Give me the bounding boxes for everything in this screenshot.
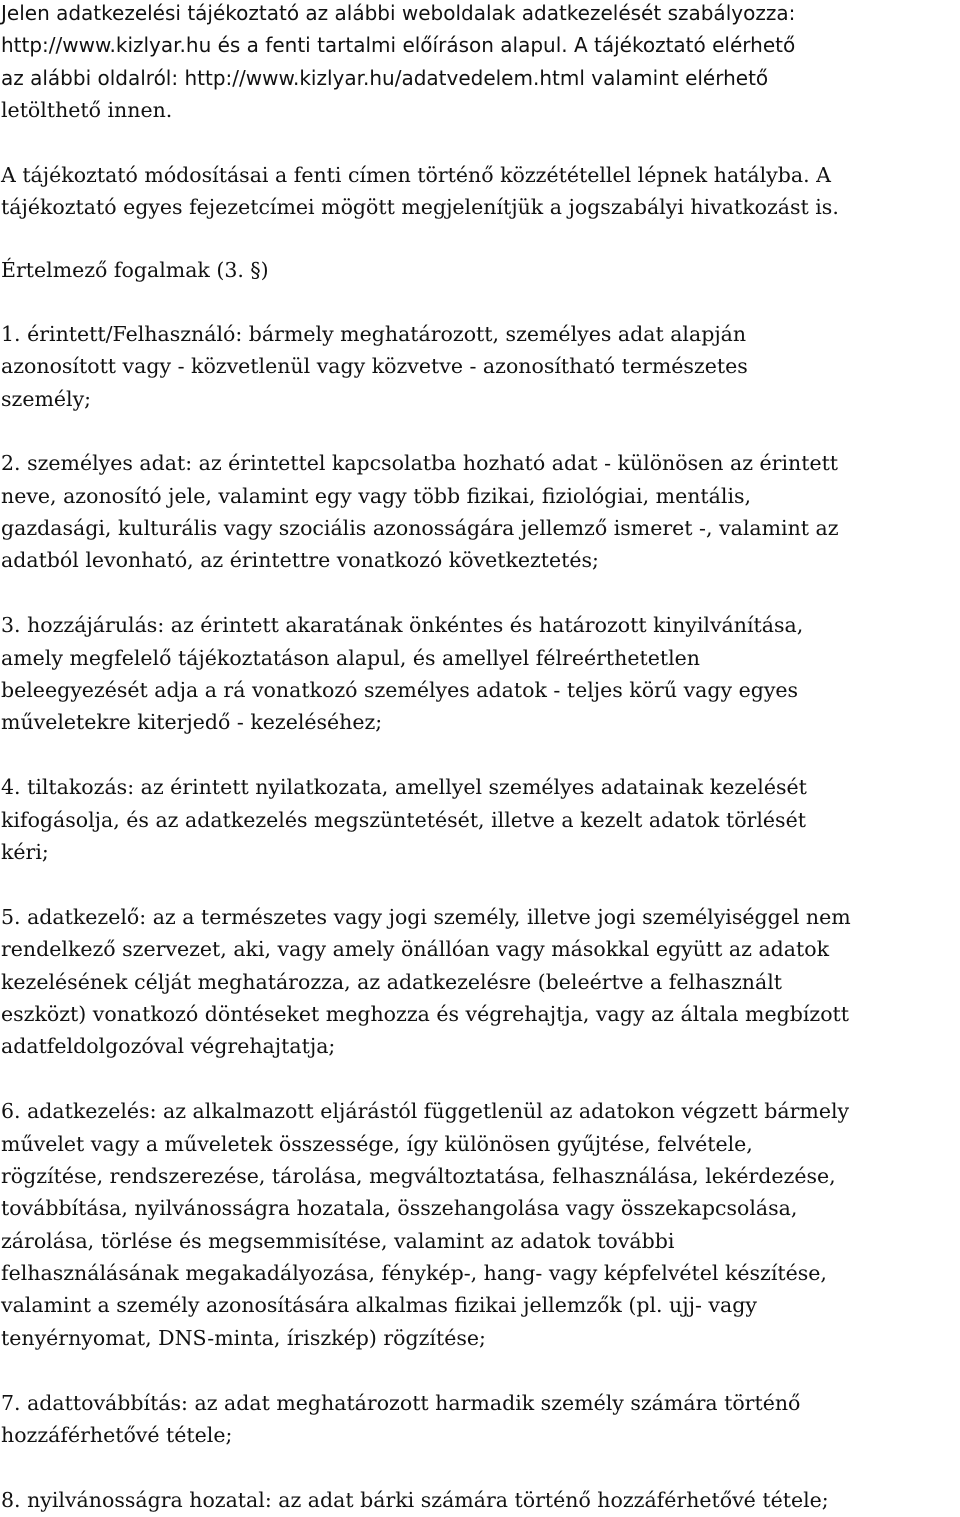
line-text: 2. személyes adat: az érintettel kapcsolatba hozható adat - különösen az érintett <box>1 451 839 476</box>
line-text: 5. adatkezelő: az a természetes vagy jogi személy, illetve jogi személyiséggel nem <box>1 904 851 929</box>
line-text: művelet vagy a műveletek összessége, így különösen gyűjtése, felvétele, <box>1 1131 753 1156</box>
paragraph-gap <box>1 1354 960 1386</box>
section-title <box>1 254 960 286</box>
definition-line <box>1 706 960 738</box>
definition-line <box>1 447 960 479</box>
line-text: adatból levonható, az érintettre vonatkozó következtetés; <box>1 548 599 573</box>
definition-line <box>1 933 960 965</box>
line-text: letölthető innen. <box>1 98 173 123</box>
definition-line <box>1 1030 960 1062</box>
line-text: eszközt) vonatkozó döntéseket meghozza és végrehajtja, vagy az általa megbízott <box>1 1001 850 1026</box>
definition-line <box>1 1095 960 1127</box>
line-text: továbbítása, nyilvánosságra hozatala, összehangolása vagy összekapcsolása, <box>1 1196 798 1221</box>
definition-line <box>1 383 960 415</box>
notice-line <box>1 159 960 191</box>
line-text: valamint a személy azonosítására alkalmas fizikai jellemzők (pl. ujj- vagy <box>1 1293 757 1318</box>
definition-line <box>1 1484 960 1516</box>
line-text: 8. nyilvánosságra hozatal: az adat bárki számára történő hozzáférhetővé tétele; <box>1 1487 829 1512</box>
definition-item <box>1 1095 960 1354</box>
line-text: neve, azonosító jele, valamint egy vagy több fizikai, fiziológiai, mentális, <box>1 483 752 508</box>
intro-paragraph <box>1 0 960 127</box>
line-text: 4. tiltakozás: az érintett nyilatkozata, amellyel személyes adatainak kezelését <box>1 775 807 800</box>
intro-line <box>1 0 960 29</box>
line-text: tenyérnyomat, DNS-minta, íriszkép) rögzítése; <box>1 1325 486 1350</box>
line-text: 6. adatkezelés: az alkalmazott eljárástól függetlenül az adatokon végzett bármely <box>1 1099 850 1124</box>
definition-item <box>1 1387 960 1452</box>
definition-line <box>1 318 960 350</box>
line-text: az alábbi oldalról: http://www.kizlyar.hu/adatvedelem.html valamint elérhető <box>1 65 769 90</box>
line-text: zárolása, törlése és megsemmisítése, valamint az adatok további <box>1 1228 675 1253</box>
paragraph-gap <box>1 415 960 447</box>
line-text: 1. érintett/Felhasználó: bármely meghatározott, személyes adat alapján <box>1 321 747 346</box>
definition-line <box>1 1160 960 1192</box>
line-text: hozzáférhetővé tétele; <box>1 1423 233 1448</box>
line-text: 3. hozzájárulás: az érintett akaratának önkéntes és határozott kinyilvánítása, <box>1 613 804 638</box>
line-text: azonosított vagy - közvetlenül vagy közvetve - azonosítható természetes <box>1 354 748 379</box>
definition-line <box>1 1257 960 1289</box>
definition-line <box>1 998 960 1030</box>
line-text: műveletekre kiterjedő - kezeléséhez; <box>1 710 383 735</box>
definition-item <box>1 447 960 577</box>
definition-line <box>1 771 960 803</box>
line-text: Értelmező fogalmak (3. §) <box>1 258 269 283</box>
intro-line <box>1 62 960 94</box>
paragraph-gap <box>1 223 960 254</box>
paragraph-gap <box>1 1451 960 1483</box>
definition-item <box>1 1484 960 1516</box>
line-text: gazdasági, kulturális vagy szociális azonosságára jellemző ismeret -, valamint az <box>1 516 839 541</box>
definition-line <box>1 966 960 998</box>
line-text: felhasználásának megakadályozása, fénykép-, hang- vagy képfelvétel készítése, <box>1 1261 827 1286</box>
definition-line <box>1 1419 960 1451</box>
definition-line <box>1 480 960 512</box>
definition-line <box>1 1128 960 1160</box>
line-text: beleegyezését adja a rá vonatkozó személyes adatok - teljes körű vagy egyes <box>1 678 799 703</box>
definition-line <box>1 642 960 674</box>
definition-line <box>1 901 960 933</box>
paragraph-gap <box>1 287 960 318</box>
definition-line <box>1 1192 960 1224</box>
intro-line <box>1 94 960 126</box>
notice-paragraph <box>1 159 960 224</box>
line-text: A tájékoztató módosításai a fenti címen történő közzététellel lépnek hatályba. A <box>1 162 831 187</box>
notice-line <box>1 191 960 223</box>
definition-line <box>1 836 960 868</box>
line-text: személy; <box>1 386 92 411</box>
line-text: tájékoztató egyes fejezetcímei mögött megjelenítjük a jogszabályi hivatkozást is. <box>1 194 839 219</box>
paragraph-gap <box>1 127 960 159</box>
line-text: kezelésének célját meghatározza, az adatkezelésre (beleértve a felhasznált <box>1 969 782 994</box>
line-text: kifogásolja, és az adatkezelés megszüntetését, illetve a kezelt adatok törlését <box>1 807 806 832</box>
section-heading <box>1 254 960 286</box>
line-text: kéri; <box>1 839 49 864</box>
definition-line <box>1 609 960 641</box>
paragraph-gap <box>1 1063 960 1095</box>
definition-line <box>1 804 960 836</box>
line-text: rendelkező szervezet, aki, vagy amely önállóan vagy másokkal együtt az adatok <box>1 937 830 962</box>
intro-line <box>1 29 960 61</box>
line-text: Jelen adatkezelési tájékoztató az alábbi weboldalak adatkezelését szabályozza: <box>1 1 796 25</box>
definition-line <box>1 1289 960 1321</box>
definition-item <box>1 771 960 868</box>
definition-line <box>1 1322 960 1354</box>
line-text: adatfeldolgozóval végrehajtatja; <box>1 1034 336 1059</box>
definition-line <box>1 1225 960 1257</box>
definition-line <box>1 1387 960 1419</box>
line-text: 7. adattovábbítás: az adat meghatározott harmadik személy számára történő <box>1 1390 801 1415</box>
definition-line <box>1 350 960 382</box>
definition-line <box>1 544 960 576</box>
line-text: amely megfelelő tájékoztatáson alapul, és amellyel félreérthetetlen <box>1 645 700 670</box>
paragraph-gap <box>1 739 960 771</box>
line-text: http://www.kizlyar.hu és a fenti tartalmi előíráson alapul. A tájékoztató elérhető <box>1 33 796 58</box>
definition-item <box>1 318 960 415</box>
definition-item <box>1 609 960 739</box>
definition-item <box>1 901 960 1063</box>
paragraph-gap <box>1 868 960 900</box>
paragraph-gap <box>1 577 960 609</box>
line-text: rögzítése, rendszerezése, tárolása, megváltoztatása, felhasználása, lekérdezése, <box>1 1163 836 1188</box>
definition-line <box>1 512 960 544</box>
definition-line <box>1 674 960 706</box>
